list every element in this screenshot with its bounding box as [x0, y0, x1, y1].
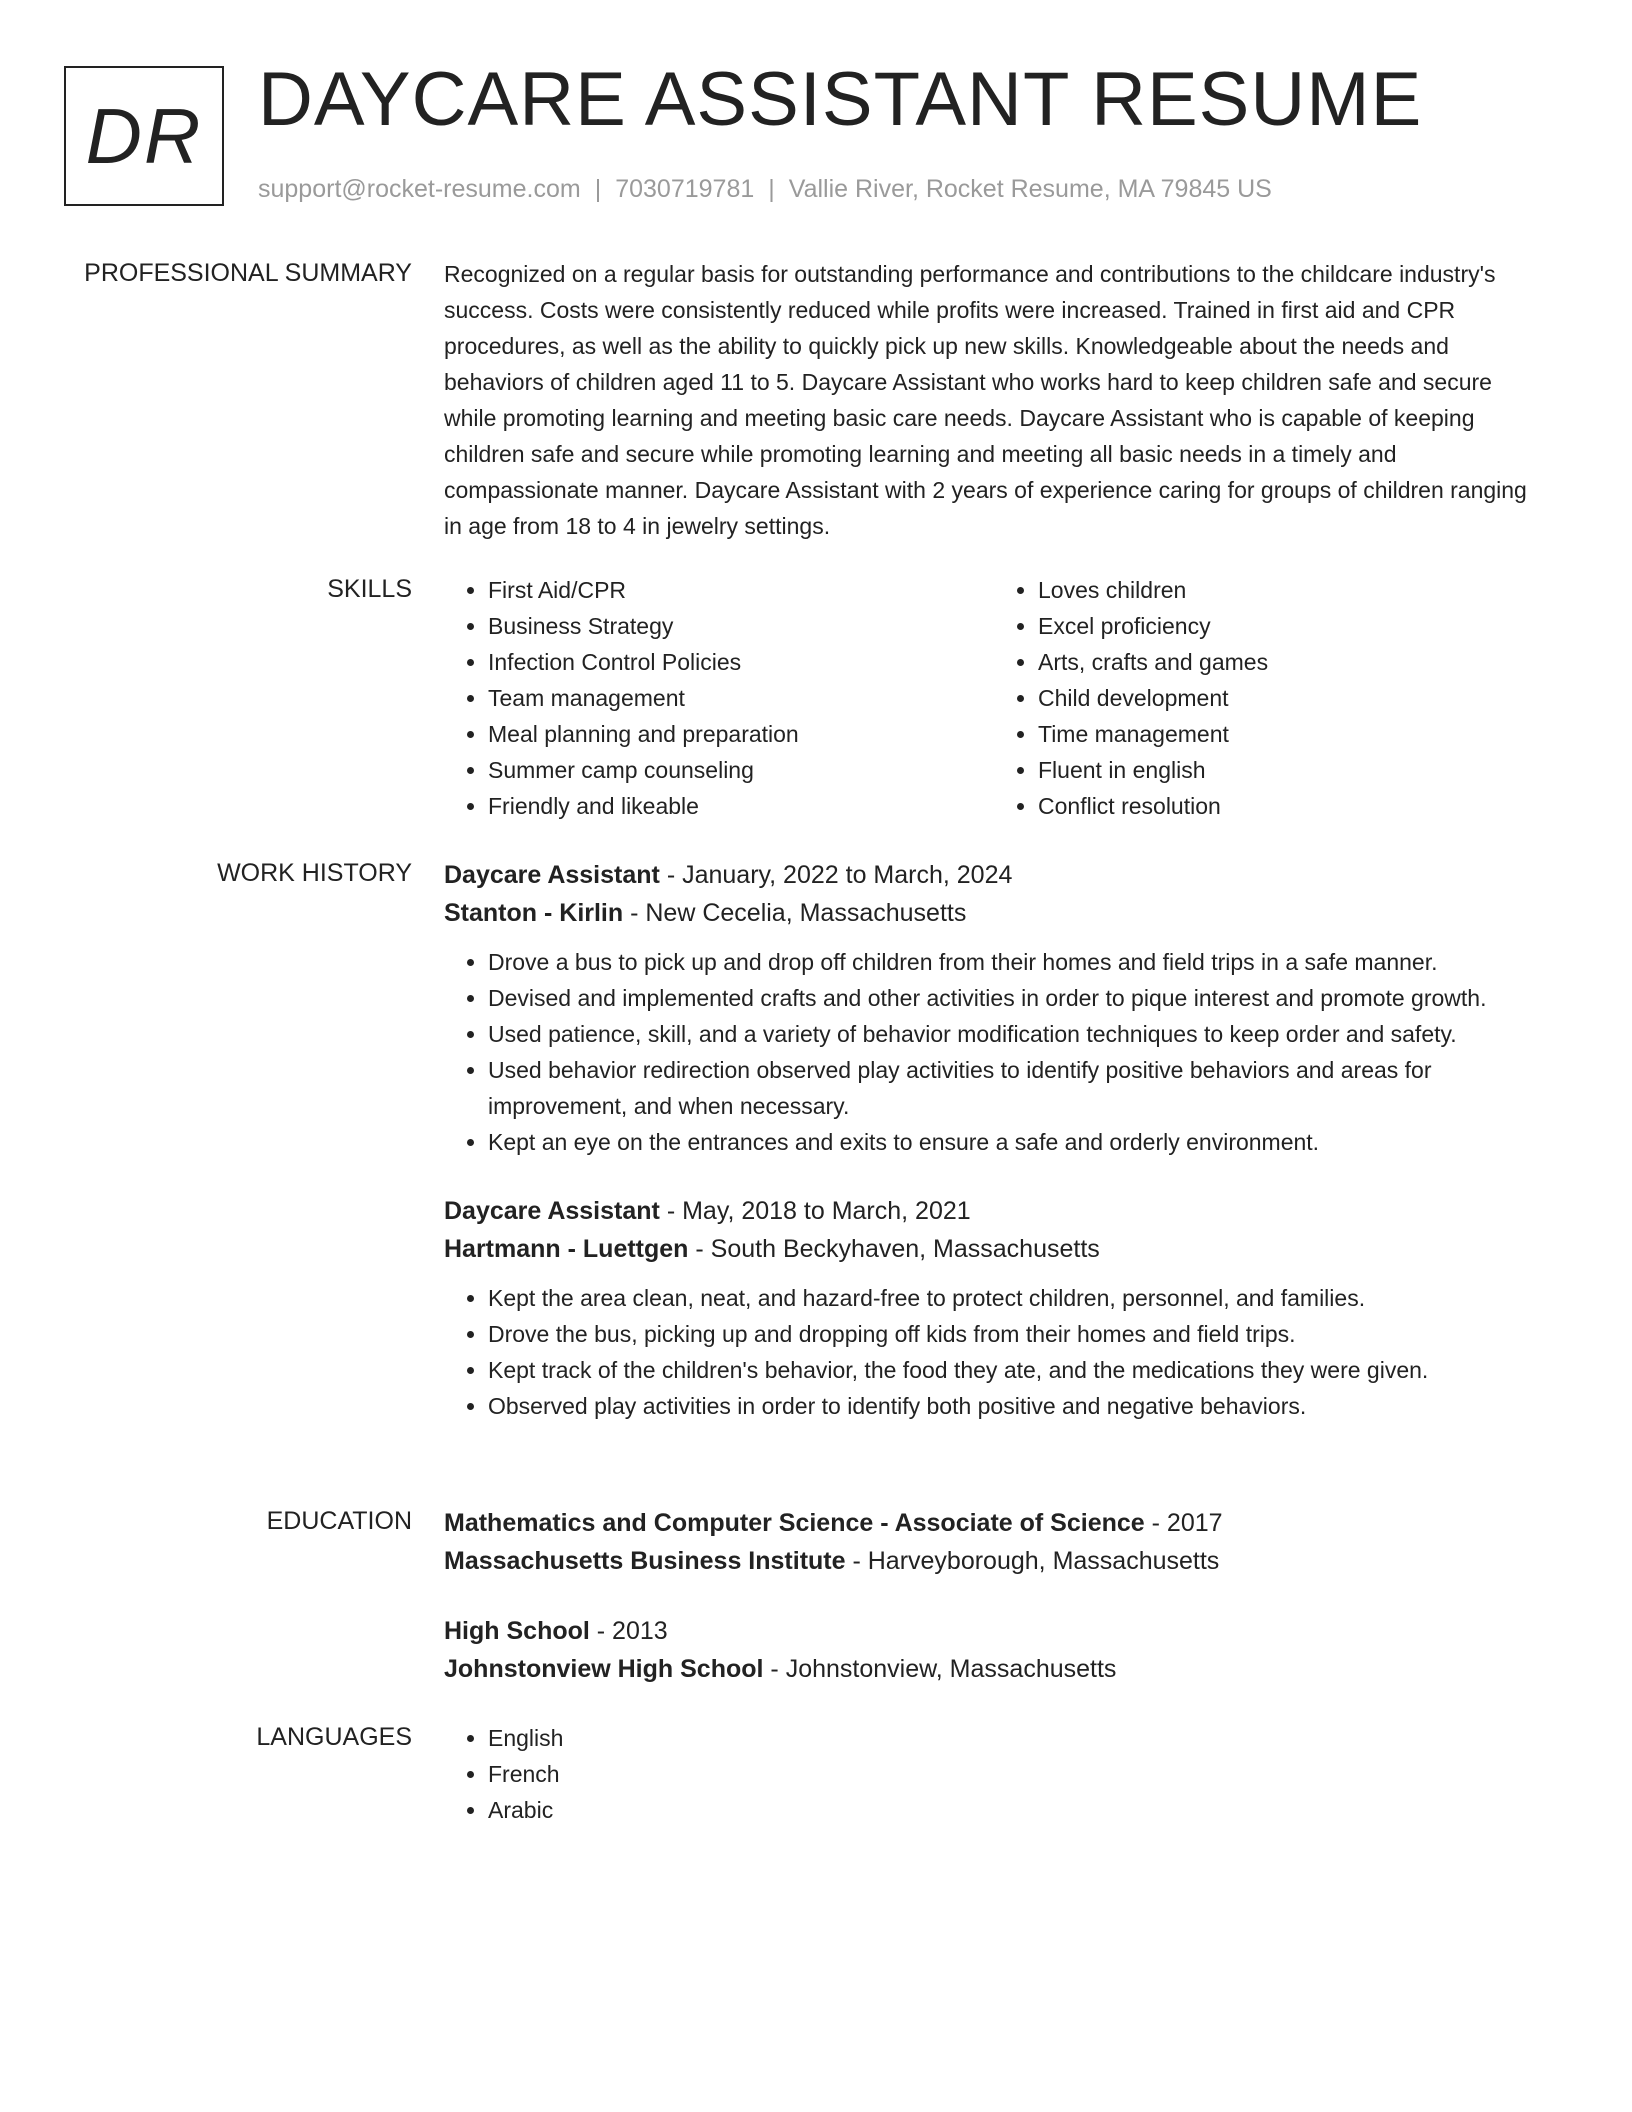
summary-text: Recognized on a regular basis for outstanding performance and contributions to the childcare industry's success. Costs were consistently reduced while profits were increased. Trained in first aid and CPR procedures, as well as the ability to quickly pick up new skills. Knowledgeable about the needs and behaviors of children aged 11 to 5. Daycare Assistant who works hard to keep children safe and secure while promoting learning and meeting basic care needs. Daycare Assistant who is capable of keeping children safe and secure while promoting learning and meeting all basic needs in a timely and compassionate manner. Daycare Assistant with 2 years of experience caring for groups of children ranging in age from 18 to 4 in jewelry settings. [444, 261, 1527, 539]
job-title-line [444, 1192, 1544, 1230]
skill-item: • Team management [488, 680, 994, 716]
languages-heading: LANGUAGES [256, 1723, 412, 1751]
job-company-line [444, 894, 1544, 932]
job-title: Daycare Assistant [444, 1197, 660, 1225]
job-title: Daycare Assistant [444, 861, 660, 889]
job-bullets [444, 944, 1544, 1160]
job-entry [444, 1192, 1544, 1424]
skill-item: • Business Strategy [488, 608, 994, 644]
education-school: Massachusetts Business Institute [444, 1547, 846, 1575]
contact-separator: | [594, 175, 602, 203]
languages-list [444, 1720, 1544, 1828]
skill-item: • Meal planning and preparation [488, 716, 994, 752]
contact-phone[interactable]: 7030719781 [615, 175, 755, 203]
skills-body [444, 572, 1544, 824]
job-bullet: • Used patience, skill, and a variety of behavior modification techniques to keep order and safety. [488, 1016, 1544, 1052]
contact-separator: | [768, 175, 775, 203]
skill-item: • Friendly and likeable [488, 788, 994, 824]
contact-line [258, 172, 1272, 206]
work-history-heading: WORK HISTORY [217, 859, 412, 887]
job-location: - New Cecelia, Massachusetts [630, 899, 967, 927]
skill-item: • First Aid/CPR [488, 572, 994, 608]
education-school-line [444, 1542, 1544, 1580]
education-degree-line [444, 1612, 1544, 1650]
job-location: - South Beckyhaven, Massachusetts [695, 1235, 1100, 1263]
summary-body [444, 256, 1544, 544]
education-heading: EDUCATION [266, 1507, 412, 1535]
skills-list-left [444, 572, 994, 824]
job-bullet: • Kept an eye on the entrances and exits to ensure a safe and orderly environment. [488, 1124, 1544, 1160]
job-company: Stanton - Kirlin [444, 899, 624, 927]
job-company: Hartmann - Luettgen [444, 1235, 689, 1263]
education-year: - 2017 [1151, 1509, 1223, 1537]
skill-item: • Conflict resolution [1038, 788, 1544, 824]
job-dates: - January, 2022 to March, 2024 [666, 861, 1013, 889]
job-title-line [444, 856, 1544, 894]
resume-title: DAYCARE ASSISTANT RESUME [258, 57, 1423, 142]
languages-body [444, 1720, 1544, 1828]
skill-item: • Time management [1038, 716, 1544, 752]
education-entry [444, 1504, 1544, 1580]
monogram-badge [64, 66, 224, 206]
skill-item: • Excel proficiency [1038, 608, 1544, 644]
skill-item: • Infection Control Policies [488, 644, 994, 680]
job-bullet: • Kept the area clean, neat, and hazard-free to protect children, personnel, and families. [488, 1280, 1544, 1316]
skills-list-right [994, 572, 1544, 824]
skills-columns [444, 572, 1544, 824]
job-bullet: • Drove the bus, picking up and dropping off kids from their homes and field trips. [488, 1316, 1544, 1352]
skill-item: • Summer camp counseling [488, 752, 994, 788]
skill-item: • Loves children [1038, 572, 1544, 608]
job-bullet: • Devised and implemented crafts and other activities in order to pique interest and promote growth. [488, 980, 1544, 1016]
job-entry [444, 856, 1544, 1160]
skill-item: • Child development [1038, 680, 1544, 716]
skills-heading: SKILLS [327, 575, 412, 603]
job-bullet: • Drove a bus to pick up and drop off children from their homes and field trips in a safe manner. [488, 944, 1544, 980]
education-location: - Harveyborough, Massachusetts [852, 1547, 1220, 1575]
job-bullets [444, 1280, 1544, 1424]
language-item: • French [488, 1756, 1544, 1792]
contact-address: Vallie River, Rocket Resume, MA 79845 US [788, 175, 1272, 203]
skill-item: • Arts, crafts and games [1038, 644, 1544, 680]
education-body [444, 1504, 1544, 1688]
education-degree: Mathematics and Computer Science - Associate of Science [444, 1509, 1145, 1537]
job-bullet: • Observed play activities in order to identify both positive and negative behaviors. [488, 1388, 1544, 1424]
education-year: - 2013 [596, 1617, 668, 1645]
job-dates: - May, 2018 to March, 2021 [666, 1197, 971, 1225]
contact-email[interactable]: support@rocket-resume.com [258, 175, 581, 203]
job-bullet: • Kept track of the children's behavior, the food they ate, and the medications they were given. [488, 1352, 1544, 1388]
job-company-line [444, 1230, 1544, 1268]
education-location: - Johnstonview, Massachusetts [770, 1655, 1117, 1683]
education-degree-line [444, 1504, 1544, 1542]
education-entry [444, 1612, 1544, 1688]
education-school: Johnstonview High School [444, 1655, 764, 1683]
monogram-text: DR [85, 91, 203, 180]
job-bullet: • Used behavior redirection observed play activities to identify positive behaviors and areas for improvement, and when necessary. [488, 1052, 1544, 1124]
skill-item: • Fluent in english [1038, 752, 1544, 788]
education-degree: High School [444, 1617, 590, 1645]
work-history-body [444, 856, 1544, 1424]
education-school-line [444, 1650, 1544, 1688]
language-item: • Arabic [488, 1792, 1544, 1828]
summary-heading: PROFESSIONAL SUMMARY [84, 259, 412, 287]
language-item: • English [488, 1720, 1544, 1756]
